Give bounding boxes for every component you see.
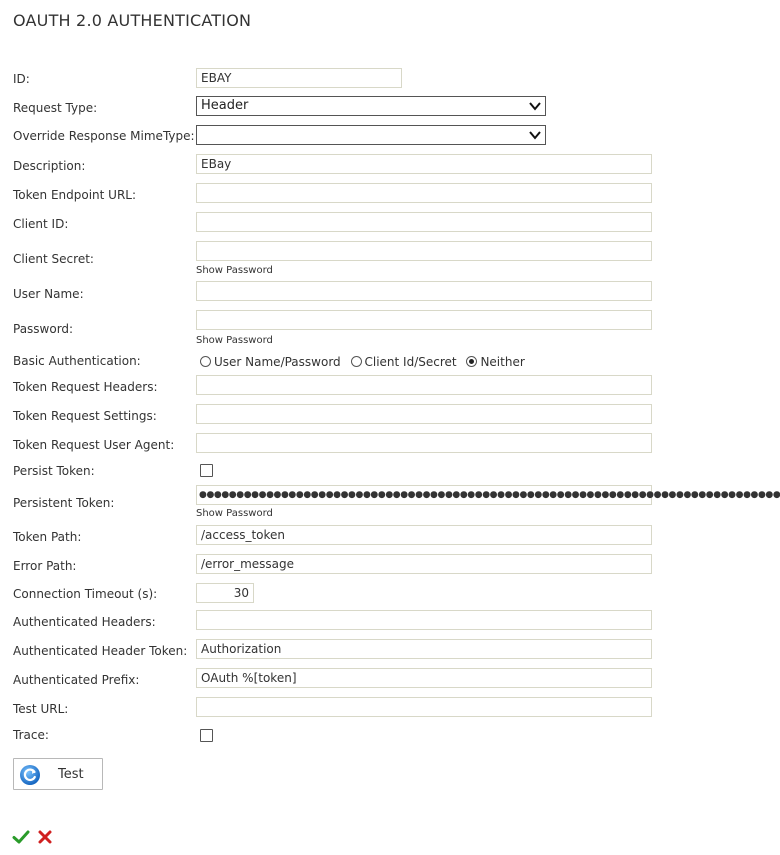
test-url-label: Test URL:	[13, 702, 69, 716]
persist-token-label: Persist Token:	[13, 464, 95, 478]
trace-checkbox[interactable]	[200, 729, 213, 742]
basic-auth-option-neither[interactable]	[466, 355, 524, 369]
password-input[interactable]	[196, 310, 652, 330]
trace-label: Trace:	[13, 728, 49, 742]
description-input[interactable]: EBay	[196, 154, 652, 174]
chevron-down-icon	[528, 128, 542, 142]
page-title: OAUTH 2.0 AUTHENTICATION	[13, 11, 252, 30]
basic-auth-option-username[interactable]	[200, 355, 341, 369]
token-endpoint-label: Token Endpoint URL:	[13, 188, 137, 202]
radio-button[interactable]	[351, 356, 362, 367]
basic-auth-radio-group	[200, 355, 531, 369]
request-type-select[interactable]	[196, 96, 546, 116]
checkmark-icon[interactable]	[12, 828, 30, 846]
persistent-token-label: Persistent Token:	[13, 496, 115, 510]
token-request-settings-input[interactable]	[196, 404, 652, 424]
user-name-label: User Name:	[13, 287, 84, 301]
client-id-label: Client ID:	[13, 217, 69, 231]
user-name-input[interactable]	[196, 281, 652, 301]
persistent-token-show-password[interactable]: Show Password	[196, 508, 273, 519]
token-path-label: Token Path:	[13, 530, 82, 544]
basic-auth-label: Basic Authentication:	[13, 354, 141, 368]
token-path-input[interactable]: /access_token	[196, 525, 652, 545]
client-secret-label: Client Secret:	[13, 252, 94, 266]
connection-timeout-input[interactable]: 30	[196, 583, 254, 603]
chevron-down-icon	[528, 99, 542, 113]
radio-button[interactable]	[200, 356, 211, 367]
authenticated-header-token-label: Authenticated Header Token:	[13, 644, 188, 658]
client-id-input[interactable]	[196, 212, 652, 232]
client-secret-input[interactable]	[196, 241, 652, 261]
close-icon[interactable]	[36, 828, 54, 846]
request-type-label: Request Type:	[13, 101, 98, 115]
override-mime-label: Override Response MimeType:	[13, 129, 195, 143]
refresh-icon	[19, 764, 41, 786]
token-request-user-agent-input[interactable]	[196, 433, 652, 453]
basic-auth-option-label: User Name/Password	[214, 355, 341, 369]
error-path-label: Error Path:	[13, 559, 77, 573]
persist-token-checkbox[interactable]	[200, 464, 213, 477]
authenticated-headers-label: Authenticated Headers:	[13, 615, 156, 629]
authenticated-prefix-label: Authenticated Prefix:	[13, 673, 140, 687]
token-request-headers-input[interactable]	[196, 375, 652, 395]
request-type-value: Header	[201, 98, 249, 113]
connection-timeout-label: Connection Timeout (s):	[13, 587, 158, 601]
id-input[interactable]: EBAY	[196, 68, 402, 88]
id-label: ID:	[13, 72, 30, 86]
error-path-input[interactable]: /error_message	[196, 554, 652, 574]
authenticated-header-token-input[interactable]: Authorization	[196, 639, 652, 659]
token-request-headers-label: Token Request Headers:	[13, 380, 158, 394]
authenticated-prefix-input[interactable]: OAuth %[token]	[196, 668, 652, 688]
client-secret-show-password[interactable]: Show Password	[196, 265, 273, 276]
password-label: Password:	[13, 322, 74, 336]
basic-auth-option-label: Neither	[480, 355, 525, 369]
test-url-input[interactable]	[196, 697, 652, 717]
persistent-token-input[interactable]: ●●●●●●●●●●●●●●●●●●●●●●●●●●●●●●●●●●●●●●●●●●●●●●●●●●●●●●●●●●●●●●●●●●●●●●●●●●●●●●	[196, 485, 652, 505]
basic-auth-option-client[interactable]	[351, 355, 457, 369]
token-request-settings-label: Token Request Settings:	[13, 409, 157, 423]
description-label: Description:	[13, 159, 86, 173]
password-show-password[interactable]: Show Password	[196, 335, 273, 346]
token-endpoint-input[interactable]	[196, 183, 652, 203]
radio-button-selected[interactable]	[466, 356, 477, 367]
token-request-user-agent-label: Token Request User Agent:	[13, 438, 175, 452]
basic-auth-option-label: Client Id/Secret	[364, 355, 457, 369]
authenticated-headers-input[interactable]	[196, 610, 652, 630]
override-mime-select[interactable]	[196, 125, 546, 145]
test-button[interactable]	[13, 758, 103, 790]
test-button-label: Test	[58, 767, 84, 782]
